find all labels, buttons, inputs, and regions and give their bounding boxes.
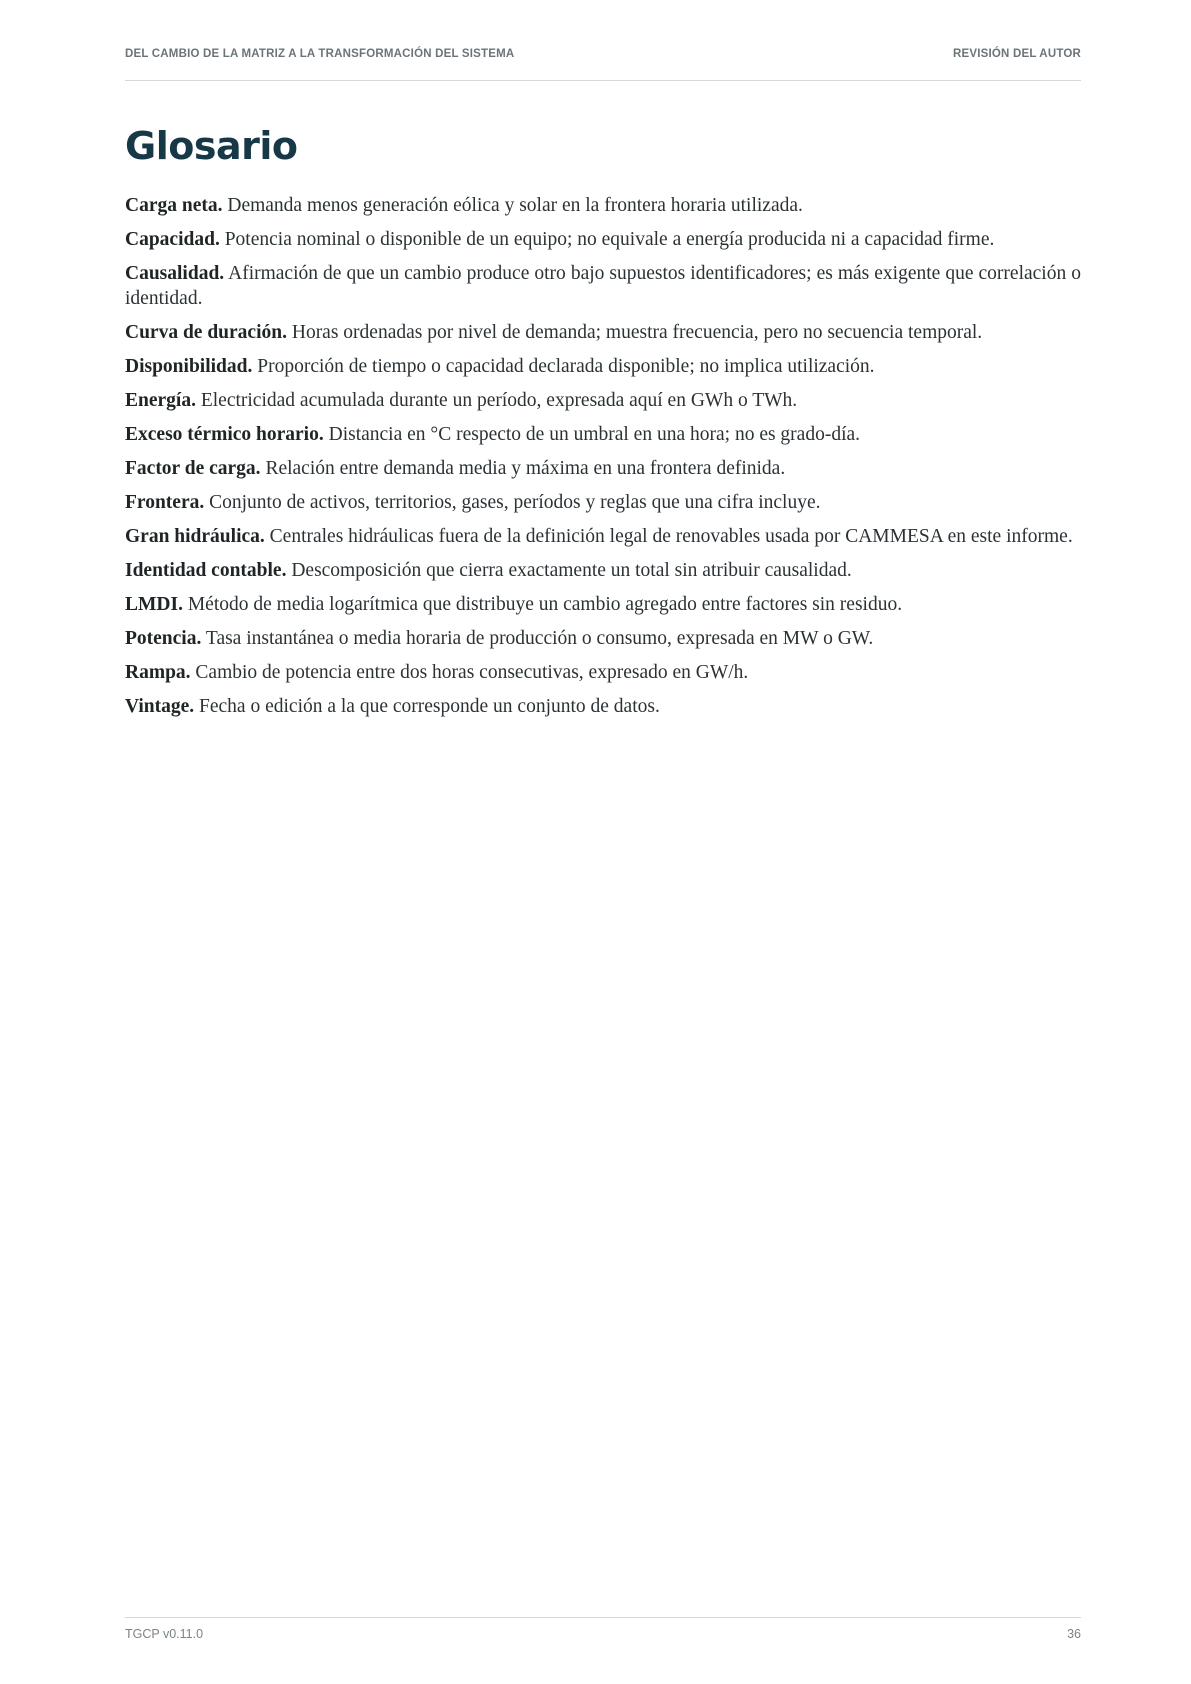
glossary-term: Curva de duración. — [125, 322, 287, 343]
glossary-definition: Distancia en °C respecto de un umbral en una hora; no es grado-día. — [328, 424, 861, 445]
header-document-title: DEL CAMBIO DE LA MATRIZ A LA TRANSFORMACIÓN DEL SISTEMA — [125, 48, 515, 60]
glossary-term: Energía. — [125, 390, 196, 411]
page-title: Glosario — [125, 124, 298, 168]
running-footer — [125, 1617, 1081, 1641]
glossary-term: Potencia. — [125, 628, 202, 649]
glossary-entry — [125, 422, 1081, 447]
glossary-definition: Fecha o edición a la que corresponde un conjunto de datos. — [199, 696, 660, 717]
footer-version: TGCP v0.11.0 — [125, 1627, 204, 1641]
glossary-entry — [125, 490, 1081, 515]
glossary-entry — [125, 261, 1081, 311]
glossary-entry — [125, 388, 1081, 413]
glossary-term: Disponibilidad. — [125, 356, 253, 377]
page-number: 36 — [1067, 1627, 1081, 1641]
glossary-term: Frontera. — [125, 492, 205, 513]
glossary-term: Carga neta. — [125, 195, 223, 216]
glossary-entry — [125, 320, 1081, 345]
glossary-term: Vintage. — [125, 696, 195, 717]
glossary-definition: Proporción de tiempo o capacidad declarada disponible; no implica utilización. — [257, 356, 875, 377]
glossary-entry — [125, 558, 1081, 583]
glossary-list — [125, 193, 1081, 728]
glossary-definition: Tasa instantánea o media horaria de producción o consumo, expresada en MW o GW. — [205, 628, 874, 649]
glossary-entry — [125, 592, 1081, 617]
glossary-entry — [125, 524, 1081, 549]
glossary-definition: Descomposición que cierra exactamente un total sin atribuir causalidad. — [291, 560, 852, 581]
glossary-definition: Cambio de potencia entre dos horas consecutivas, expresado en GW/h. — [195, 662, 749, 683]
glossary-entry — [125, 456, 1081, 481]
glossary-term: Factor de carga. — [125, 458, 261, 479]
glossary-definition: Método de media logarítmica que distribuye un cambio agregado entre factores sin residuo. — [187, 594, 903, 615]
glossary-term: Exceso térmico horario. — [125, 424, 324, 445]
glossary-definition: Electricidad acumulada durante un período, expresada aquí en GWh o TWh. — [200, 390, 798, 411]
glossary-definition: Relación entre demanda media y máxima en una frontera definida. — [265, 458, 786, 479]
glossary-entry — [125, 354, 1081, 379]
glossary-entry — [125, 694, 1081, 719]
glossary-entry — [125, 626, 1081, 651]
glossary-term: Causalidad. — [125, 263, 225, 284]
glossary-term: Gran hidráulica. — [125, 526, 265, 547]
glossary-entry — [125, 660, 1081, 685]
glossary-definition: Potencia nominal o disponible de un equipo; no equivale a energía producida ni a capacidad firme. — [224, 229, 995, 250]
glossary-definition: Demanda menos generación eólica y solar en la frontera horaria utilizada. — [227, 195, 803, 216]
glossary-entry — [125, 193, 1081, 218]
glossary-definition: Afirmación de que un cambio produce otro bajo supuestos identificadores; es más exigente que correlación o identidad. — [125, 263, 1081, 309]
running-header — [125, 48, 1081, 81]
glossary-entry — [125, 227, 1081, 252]
glossary-term: LMDI. — [125, 594, 183, 615]
glossary-term: Rampa. — [125, 662, 191, 683]
glossary-definition: Conjunto de activos, territorios, gases, períodos y reglas que una cifra incluye. — [209, 492, 821, 513]
header-revision-label: REVISIÓN DEL AUTOR — [953, 48, 1081, 60]
glossary-term: Capacidad. — [125, 229, 220, 250]
glossary-term: Identidad contable. — [125, 560, 287, 581]
glossary-definition: Centrales hidráulicas fuera de la definición legal de renovables usada por CAMMESA en este informe. — [269, 526, 1073, 547]
glossary-definition: Horas ordenadas por nivel de demanda; muestra frecuencia, pero no secuencia temporal. — [291, 322, 983, 343]
